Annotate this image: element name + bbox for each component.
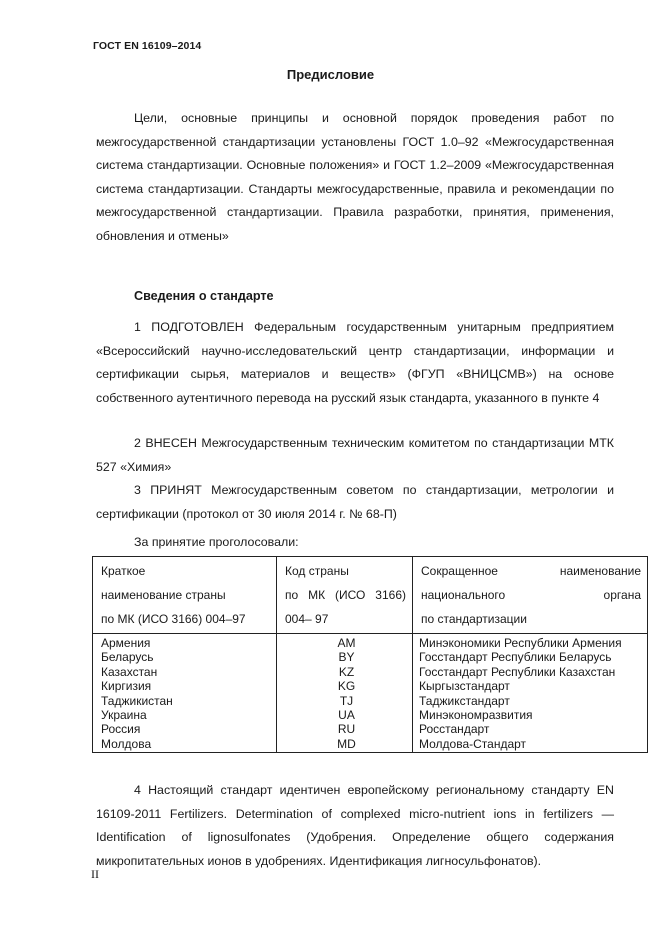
table-row	[93, 722, 648, 736]
table-header-row	[93, 557, 648, 634]
org-cell: Минэкономики Республики Армения	[413, 634, 648, 651]
item-1-paragraph: 1 ПОДГОТОВЛЕН Федеральным государственным унитарным предприятием «Всероссийский научно-исследовательский центр стандартизации, информации и сертификации сырья, материалов и веществ» (ФГУП «ВНИЦСМВ») на основе собственного аутентичного перевода на русский язык стандарта, указанного в пункте 4	[96, 320, 614, 405]
header-code-line: по МК (ИСО 3166)	[285, 588, 406, 602]
header-country	[93, 557, 277, 634]
header-code-line: Код страны	[285, 564, 349, 578]
code-cell: RU	[277, 722, 413, 736]
header-country-line: по МК (ИСО 3166) 004–97	[101, 612, 246, 626]
table-row	[93, 737, 648, 753]
header-org-line: по стандартизации	[421, 612, 527, 626]
country-cell: Украина	[93, 708, 277, 722]
item-4-paragraph: 4 Настоящий стандарт идентичен европейскому региональному стандарту EN 16109-2011 Fertilizers. Determination of complexed micro-nutrient ions in fertilizers — Identification of lignosulfonates (Удобрения. Определение общего содержания микропитательных ионов в удобрениях. Идентификация лигносульфонатов).	[96, 783, 614, 868]
country-cell: Россия	[93, 722, 277, 736]
org-cell: Госстандарт Республики Беларусь	[413, 650, 648, 664]
header-organization	[413, 557, 648, 634]
code-cell: MD	[277, 737, 413, 753]
code-cell: AM	[277, 634, 413, 651]
org-cell: Росстандарт	[413, 722, 648, 736]
table-row	[93, 665, 648, 679]
country-cell: Молдова	[93, 737, 277, 753]
country-cell: Казахстан	[93, 665, 277, 679]
document-code-header: ГОСТ EN 16109–2014	[93, 40, 202, 52]
page-number: II	[91, 867, 99, 881]
intro-paragraph: Цели, основные принципы и основной порядок проведения работ по межгосударственной стандартизации установлены ГОСТ 1.0–92 «Межгосударственная система стандартизации. Основные положения» и ГОСТ 1.2–2009 «Межгосударственная система стандартизации. Стандарты межгосударственные, правила и рекомендации по межгосударственной стандартизации. Правила разработки, принятия, применения, обновления и отмены»	[96, 111, 614, 243]
country-cell: Киргизия	[93, 679, 277, 693]
header-code-line: 004– 97	[285, 612, 329, 626]
code-cell: UA	[277, 708, 413, 722]
item-3-paragraph: 3 ПРИНЯТ Межгосударственным советом по стандартизации, метрологии и сертификации (протокол от 30 июля 2014 г. № 68-П)	[96, 483, 614, 521]
org-cell: Таджикстандарт	[413, 694, 648, 708]
foreword-title: Предисловие	[286, 67, 375, 82]
header-org-line: национального органа	[421, 588, 641, 602]
header-country-line: наименование страны	[101, 588, 226, 602]
item-2-paragraph: 2 ВНЕСЕН Межгосударственным техническим комитетом по стандартизации МТК 527 «Химия»	[96, 436, 614, 474]
code-cell: KZ	[277, 665, 413, 679]
header-country-line: Краткое	[101, 564, 146, 578]
org-cell: Минэкономразвития	[413, 708, 648, 722]
org-cell: Госстандарт Республики Казахстан	[413, 665, 648, 679]
table-row	[93, 694, 648, 708]
section-title: Сведения о стандарте	[134, 289, 274, 303]
voting-table	[92, 556, 648, 753]
org-cell: Кыргызстандарт	[413, 679, 648, 693]
code-cell: KG	[277, 679, 413, 693]
code-cell: TJ	[277, 694, 413, 708]
table-row	[93, 634, 648, 651]
table-row	[93, 679, 648, 693]
code-cell: BY	[277, 650, 413, 664]
country-cell: Армения	[93, 634, 277, 651]
table-row	[93, 708, 648, 722]
org-cell: Молдова-Стандарт	[413, 737, 648, 753]
header-code	[277, 557, 413, 634]
header-org-line: Сокращенное наименование	[421, 564, 641, 578]
votes-label: За принятие проголосовали:	[134, 535, 299, 549]
country-cell: Таджикистан	[93, 694, 277, 708]
table-row	[93, 650, 648, 664]
country-cell: Беларусь	[93, 650, 277, 664]
